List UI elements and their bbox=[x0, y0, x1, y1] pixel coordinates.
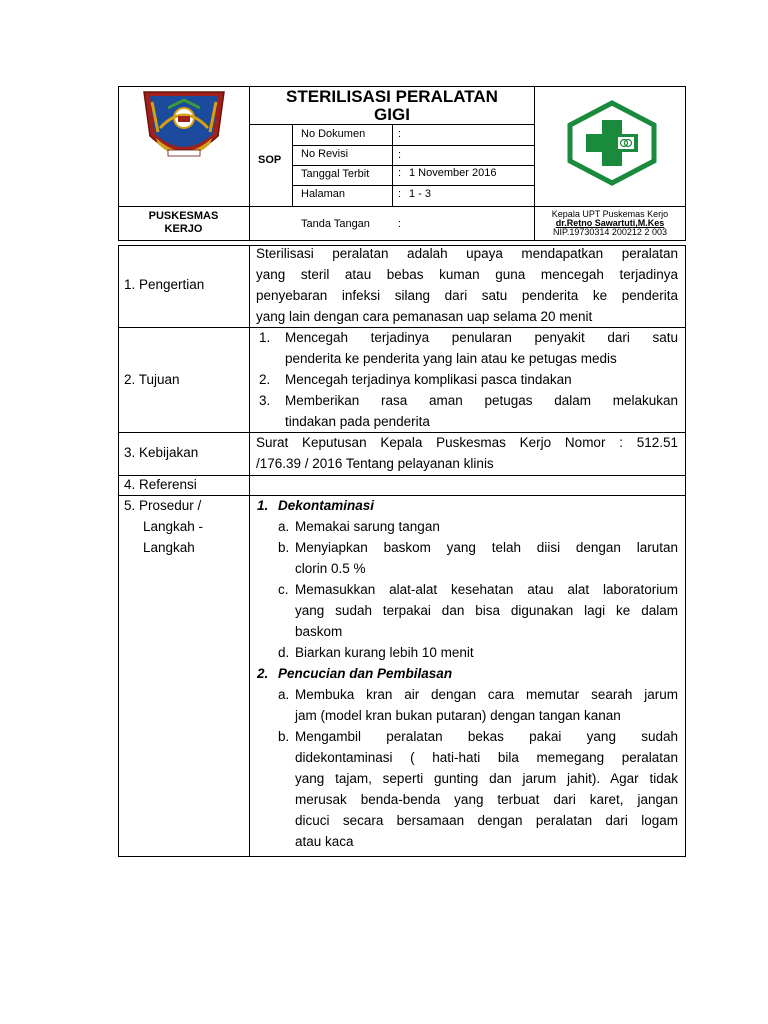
step-number: 2. bbox=[257, 666, 269, 681]
step-item-letter: b. bbox=[278, 540, 290, 555]
field-label-tanggal-terbit: Tanggal Terbit bbox=[301, 168, 370, 180]
step-title: Dekontaminasi bbox=[278, 498, 375, 513]
puskesmas-logo-icon bbox=[566, 100, 658, 186]
field-label-halaman: Halaman bbox=[301, 188, 346, 200]
signature-colon: : bbox=[398, 218, 402, 230]
step-item-line: atau kaca bbox=[295, 834, 354, 849]
head-title: Kepala UPT Puskemas Kerjo bbox=[551, 209, 669, 219]
step-item-line: Mengambil peralatan bekas pakai yang sudah bbox=[295, 729, 678, 744]
sop-label: SOP bbox=[258, 154, 282, 166]
section-label-tujuan: 2. Tujuan bbox=[124, 372, 180, 387]
step-item-line: jam (model kran bukan putaran) dengan tangan kanan bbox=[295, 708, 621, 723]
field-colon: : bbox=[398, 167, 402, 179]
pengertian-line: Sterilisasi peralatan adalah upaya mendapatkan peralatan bbox=[256, 246, 678, 261]
step-item-line: dicuci secara bersamaan dengan peralatan dari logam bbox=[295, 813, 678, 828]
step-item-line: Memasukkan alat-alat kesehatan atau alat laboratorium bbox=[295, 582, 678, 597]
head-nip: NIP.19730314 200212 2 003 bbox=[553, 227, 667, 237]
tujuan-item-line: tindakan pada penderita bbox=[285, 414, 430, 429]
tujuan-item-number: 1. bbox=[259, 330, 271, 345]
pengertian-line: penyebaran infeksi silang dari satu penderita ke penderita bbox=[256, 288, 678, 303]
org-name-line2: KERJO bbox=[164, 223, 203, 235]
field-value-tanggal-terbit: 1 November 2016 bbox=[409, 167, 497, 179]
section-label-referensi: 4. Referensi bbox=[124, 477, 197, 492]
field-colon: : bbox=[398, 149, 402, 161]
field-colon: : bbox=[398, 128, 402, 140]
section-label-prosedur: 5. Prosedur / bbox=[124, 498, 202, 513]
tujuan-item-number: 2. bbox=[259, 372, 271, 387]
step-item-letter: d. bbox=[278, 645, 290, 660]
kebijakan-line: Surat Keputusan Kepala Puskesmas Kerjo Nomor : 512.51 bbox=[256, 435, 678, 450]
step-item-letter: a. bbox=[278, 687, 290, 702]
regency-emblem-icon bbox=[138, 88, 230, 168]
section-label-prosedur: Langkah - bbox=[143, 519, 204, 534]
field-label-no-revisi: No Revisi bbox=[301, 148, 349, 160]
step-item-letter: c. bbox=[278, 582, 289, 597]
org-name-line1: PUSKESMAS bbox=[148, 210, 219, 222]
tujuan-item-number: 3. bbox=[259, 393, 271, 408]
step-item-line: Biarkan kurang lebih 10 menit bbox=[295, 645, 474, 660]
pengertian-line: yang lain dengan cara pemanasan uap selama 20 menit bbox=[256, 309, 593, 324]
step-item-letter: b. bbox=[278, 729, 290, 744]
field-value-halaman: 1 - 3 bbox=[409, 188, 432, 200]
step-title: Pencucian dan Pembilasan bbox=[278, 666, 453, 681]
step-number: 1. bbox=[257, 498, 269, 513]
step-item-line: merusak benda-benda yang terbuat dari karet, jangan bbox=[295, 792, 678, 807]
step-item-line: clorin 0.5 % bbox=[295, 561, 366, 576]
pengertian-line: yang steril atau bebas kuman guna mencegah terjadinya bbox=[256, 267, 678, 282]
tujuan-item-line: Memberikan rasa aman petugas dalam melakukan bbox=[285, 393, 678, 408]
step-item-line: didekontaminasi ( hati-hati bila memegang peralatan bbox=[295, 750, 678, 765]
step-item-line: Memakai sarung tangan bbox=[295, 519, 440, 534]
tujuan-item-line: Mencegah terjadinya komplikasi pasca tindakan bbox=[285, 372, 572, 387]
tujuan-item-line: Mencegah terjadinya penularan penyakit dari satu bbox=[285, 330, 678, 345]
kebijakan-line: /176.39 / 2016 Tentang pelayanan klinis bbox=[256, 456, 494, 471]
document-title-line2: GIGI bbox=[374, 105, 410, 124]
field-colon: : bbox=[398, 188, 402, 200]
head-name: dr.Retno Sawartuti,M.Kes bbox=[555, 218, 665, 228]
step-item-line: yang sudah terpakai dan bisa digunakan lagi ke dalam bbox=[295, 603, 678, 618]
step-item-line: Membuka kran air dengan cara memutar searah jarum bbox=[295, 687, 678, 702]
document-title-line1: STERILISASI PERALATAN bbox=[286, 87, 498, 106]
field-label-no-dokumen: No Dokumen bbox=[301, 128, 366, 140]
step-item-line: Menyiapkan baskom yang telah diisi dengan larutan bbox=[295, 540, 678, 555]
section-label-prosedur: Langkah bbox=[143, 540, 195, 555]
step-item-line: yang tajam, seperti gunting dan jarum jahit). Agar tidak bbox=[295, 771, 678, 786]
step-item-letter: a. bbox=[278, 519, 290, 534]
step-item-line: baskom bbox=[295, 624, 343, 639]
section-label-pengertian: 1. Pengertian bbox=[124, 277, 205, 292]
tujuan-item-line: penderita ke penderita yang lain atau ke petugas medis bbox=[285, 351, 617, 366]
signature-label: Tanda Tangan bbox=[301, 218, 370, 230]
section-label-kebijakan: 3. Kebijakan bbox=[124, 445, 199, 460]
